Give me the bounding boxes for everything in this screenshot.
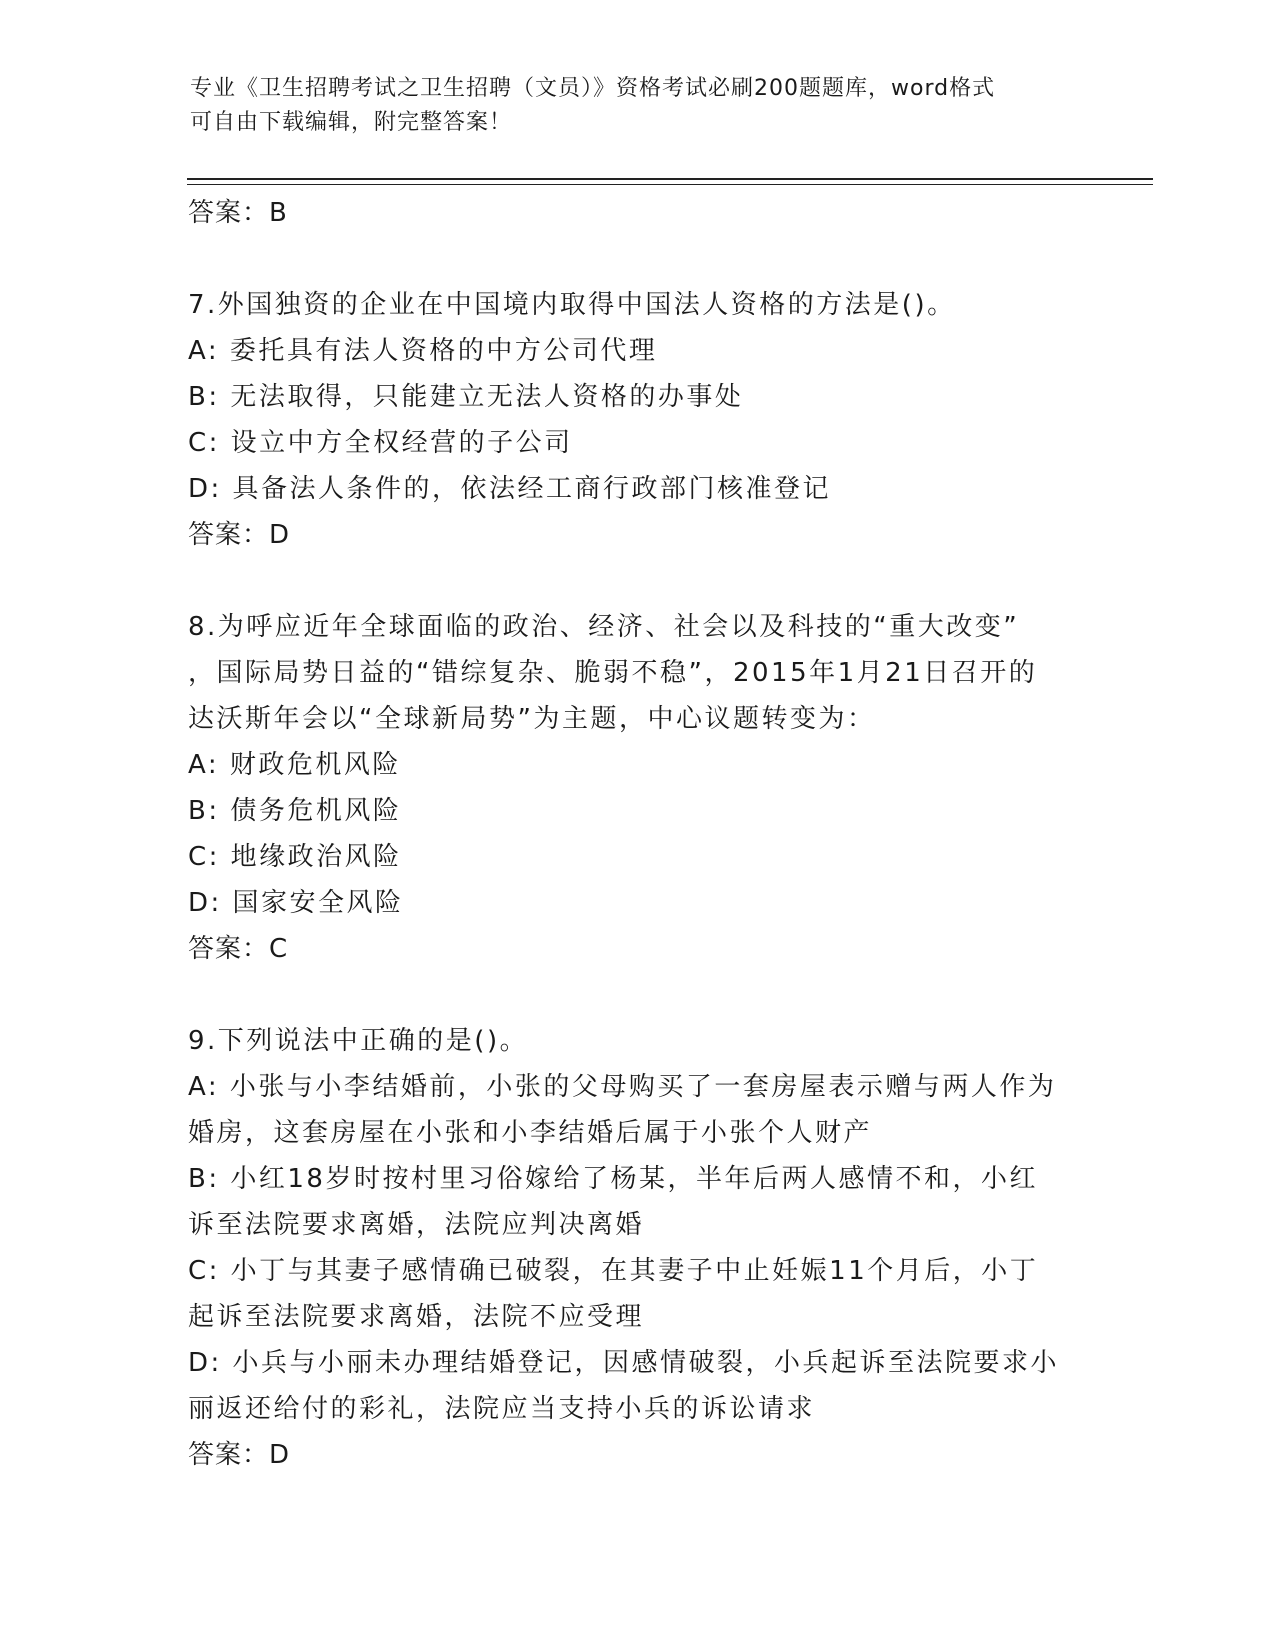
question-9-stem: 9.下列说法中正确的是()。 — [188, 1026, 529, 1056]
question-content — [188, 190, 1088, 1478]
question-8-option-a: A: 财政危机风险 — [188, 750, 401, 780]
header-line-1: 专业《卫生招聘考试之卫生招聘（文员）》资格考试必刷200题题库，word格式 — [190, 76, 996, 101]
question-7 — [188, 282, 1088, 558]
answer-previous: 答案：B — [188, 198, 288, 228]
question-7-answer: 答案：D — [188, 520, 291, 550]
question-8-option-d: D: 国家安全风险 — [188, 888, 404, 918]
question-7-option-a: A: 委托具有法人资格的中方公司代理 — [188, 336, 658, 366]
question-8-option-c: C: 地缘政治风险 — [188, 842, 402, 872]
spacer — [188, 558, 1088, 604]
header-rule-thin — [187, 184, 1153, 185]
header-line-2: 可自由下载编辑，附完整答案！ — [190, 110, 513, 135]
question-9-option-d-line-2: 丽返还给付的彩礼，法院应当支持小兵的诉讼请求 — [188, 1394, 816, 1424]
question-8-stem-line-1: 8.为呼应近年全球面临的政治、经济、社会以及科技的“重大改变” — [188, 612, 1020, 642]
question-9-answer: 答案：D — [188, 1440, 291, 1470]
question-9 — [188, 1018, 1088, 1478]
question-9-option-c-line-2: 起诉至法院要求离婚，法院不应受理 — [188, 1302, 645, 1332]
question-9-option-c-line-1: C: 小丁与其妻子感情确已破裂，在其妻子中止妊娠11个月后，小丁 — [188, 1256, 1039, 1286]
question-8-stem-line-2: ，国际局势日益的“错综复杂、脆弱不稳”，2015年1月21日召开的 — [188, 658, 1038, 688]
question-9-option-a-line-1: A: 小张与小李结婚前，小张的父母购买了一套房屋表示赠与两人作为 — [188, 1072, 1057, 1102]
question-8-stem-line-3: 达沃斯年会以“全球新局势”为主题，中心议题转变为： — [188, 704, 876, 734]
spacer — [188, 972, 1088, 1018]
question-9-option-b-line-2: 诉至法院要求离婚，法院应判决离婚 — [188, 1210, 645, 1240]
question-9-option-d-line-1: D: 小兵与小丽未办理结婚登记，因感情破裂，小兵起诉至法院要求小 — [188, 1348, 1060, 1378]
question-9-option-b-line-1: B: 小红18岁时按村里习俗嫁给了杨某，半年后两人感情不和，小红 — [188, 1164, 1038, 1194]
question-7-option-c: C: 设立中方全权经营的子公司 — [188, 428, 573, 458]
question-7-stem: 7.外国独资的企业在中国境内取得中国法人资格的方法是()。 — [188, 290, 956, 320]
spacer — [188, 236, 1088, 282]
page-header — [190, 72, 1090, 140]
question-8 — [188, 604, 1088, 972]
question-9-option-a-line-2: 婚房，这套房屋在小张和小李结婚后属于小张个人财产 — [188, 1118, 873, 1148]
header-rule-thick — [187, 178, 1153, 180]
question-8-answer: 答案：C — [188, 934, 289, 964]
question-7-option-b: B: 无法取得，只能建立无法人资格的办事处 — [188, 382, 744, 412]
question-8-option-b: B: 债务危机风险 — [188, 796, 402, 826]
question-7-option-d: D: 具备法人条件的，依法经工商行政部门核准登记 — [188, 474, 832, 504]
